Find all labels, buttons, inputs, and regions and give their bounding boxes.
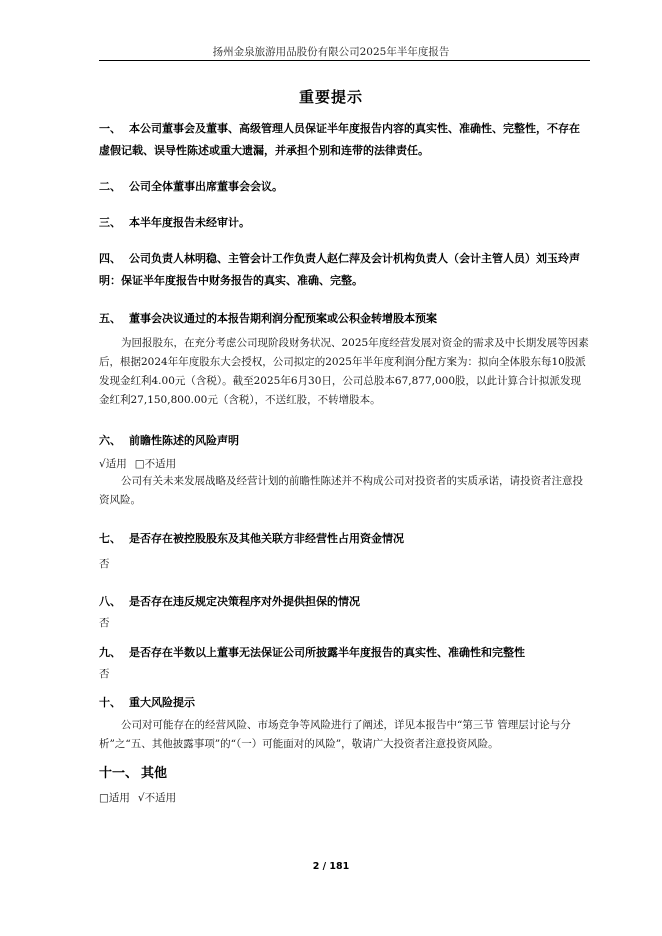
item-2	[99, 176, 590, 198]
item-6-heading	[99, 430, 590, 452]
header-divider	[99, 60, 590, 61]
item-4-text: 公司负责人林明稳、主管会计工作负责人赵仁萍及会计机构负责人（会计主管人员）刘玉玲声明：保证半年度报告中财务报告的真实、准确、完整。	[99, 252, 580, 287]
item-8-number: 八、	[99, 595, 121, 608]
item-8-answer: 否	[99, 617, 110, 629]
item-6-number: 六、	[99, 434, 121, 447]
item-9-answer: 否	[99, 668, 110, 680]
item-6-not-applicable-option: □不适用	[134, 458, 177, 470]
item-10-text: 重大风险提示	[129, 696, 195, 709]
item-5-text: 董事会决议通过的本报告期利润分配预案或公积金转增股本预案	[129, 312, 437, 325]
item-7-heading	[99, 528, 590, 550]
item-5-heading	[99, 308, 590, 330]
item-10-heading	[99, 692, 590, 714]
item-7-number: 七、	[99, 532, 121, 545]
item-2-text: 公司全体董事出席董事会会议。	[129, 180, 283, 193]
item-3-text: 本半年度报告未经审计。	[129, 216, 250, 229]
item-6-options	[99, 455, 176, 473]
item-3-number: 三、	[99, 216, 121, 229]
item-4	[99, 248, 590, 292]
item-11-number: 十一、	[99, 766, 139, 781]
item-9-number: 九、	[99, 646, 121, 659]
page-header: 扬州金泉旅游用品股份有限公司2025年半年度报告	[212, 46, 450, 58]
item-8-heading	[99, 591, 590, 613]
item-11-not-applicable-option: √不适用	[137, 792, 177, 804]
item-11-options	[99, 789, 176, 807]
item-8-text: 是否存在违反规定决策程序对外提供担保的情况	[129, 595, 360, 608]
item-10-body: 公司对可能存在的经营风险、市场竞争等风险进行了阐述，详见本报告中“第三节 管理层讨论与分析”之“五、其他披露事项”的“（一）可能面对的风险”，敬请广大投资者注意投资风险。	[99, 719, 571, 750]
item-5-body: 为回报股东，在充分考虑公司现阶段财务状况、2025年度经营发展对资金的需求及中长期发展等因素后，根据2024年年度股东大会授权，公司拟定的2025年半年度利润分配方案为：拟向全体股东每10股派发现金红利4.00元（含税）。截至2025年6月30日，公司总股本67,877,000股，以此计算合计拟派发现金红利27,150,800.00元（含税），不送红股，不转增股本。	[99, 337, 589, 406]
item-7-answer: 否	[99, 558, 110, 570]
item-11-text: 其他	[141, 766, 168, 781]
item-11-heading	[99, 763, 590, 785]
item-10-number: 十、	[99, 696, 121, 709]
item-4-number: 四、	[99, 252, 121, 265]
page-number: 2 / 181	[312, 861, 350, 872]
item-7-text: 是否存在被控股股东及其他关联方非经营性占用资金情况	[129, 532, 404, 545]
item-5-number: 五、	[99, 312, 121, 325]
item-9-heading	[99, 642, 590, 664]
page-title: 重要提示	[298, 88, 363, 106]
item-2-number: 二、	[99, 180, 121, 193]
item-3	[99, 212, 590, 234]
item-1-number: 一、	[99, 122, 121, 135]
item-1	[99, 118, 590, 162]
item-9-text: 是否存在半数以上董事无法保证公司所披露半年度报告的真实性、准确性和完整性	[129, 646, 525, 659]
item-6-text: 前瞻性陈述的风险声明	[129, 434, 239, 447]
item-6-applicable-option: √适用	[99, 458, 127, 470]
item-1-text: 本公司董事会及董事、高级管理人员保证半年度报告内容的真实性、准确性、完整性，不存在虚假记载、误导性陈述或重大遗漏，并承担个别和连带的法律责任。	[99, 122, 580, 157]
item-6-body: 公司有关未来发展战略及经营计划的前瞻性陈述并不构成公司对投资者的实质承诺，请投资者注意投资风险。	[99, 475, 583, 506]
item-11-applicable-option: □适用	[99, 792, 130, 804]
